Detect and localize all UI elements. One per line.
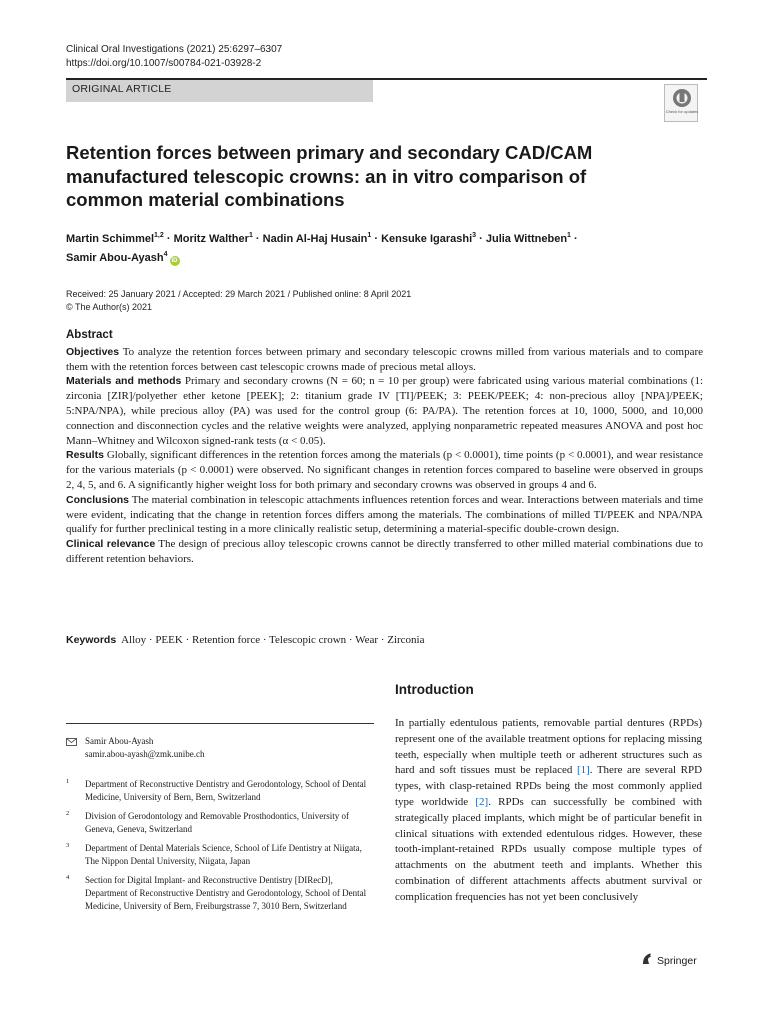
orcid-icon[interactable]: iD [171,258,178,264]
author[interactable]: Samir Abou-Ayash$^4$ [66,251,168,264]
article-type: ORIGINAL ARTICLE [72,83,172,95]
publication-dates [66,288,411,314]
abstract-results: Results Globally, significant differences in the retention forces among the materials (p < 0.0001), time points (p < 0.0001), and wear resistance for the various materials (p < 0.0001) were observed. No significant changes in retention forces compared to baseline were observed in groups 2, 4, 5, and 6. A significantly higher weight loss for both primary and secondary crowns was observed in groups 4 and 6. [66,449,703,491]
introduction-text: In partially edentulous patients, removable partial dentures (RPDs) represent one of the available treatment options for replacing missing teeth, especially when multiple teeth or adherent structures such as hard and soft tissues must be replaced [1]. There are several RPD types, with clasp-retained RPDs being the most commonly applied type worldwide [2]. RPDs can successfully be combined with strategically placed implants, which might be of particular benefit in clinical situations with extended edentulous ridges. However, these tooth-implant-retained RPDs usually compose multiple types of attachments on the abutment teeth and implants. Whether this combination of different attachments affects abutment survival or complication frequencies has not yet been conclusively [395,717,703,903]
journal-header [66,43,282,71]
check-for-updates-label: Check for updates [665,109,699,114]
abstract-clinical-relevance: Clinical relevance The design of precious alloy telescopic crowns cannot be directly transferred to other milled material combinations due to different retention behaviors. [66,538,703,565]
abstract-methods: Materials and methods Primary and secondary crowns (N = 60; n = 10 per group) were fabricated using various material combinations (1: zirconia [ZIR]/polyether ether ketone [PEEK]; 2: titanium grade IV [TI]/PEEK; 3: PEEK/PEEK; 4: non-precious alloy [NPA]/PEEK; 5:NPA/NPA), while precious alloy (PA) was used for the control group (6: PA/PA). The retention forces at 10, 1000, 5000, and 10,000 connection and disconnection cycles and the relative weights were analyzed, applying nonparametric repeated measures ANOVA and post hoc Mann–Whitney and Wilcoxon signed-rank tests (α < 0.05). [66,375,703,447]
keywords-label: Keywords [66,634,117,646]
author-separator: · [166,233,171,245]
author-separator: · [574,233,578,245]
reference-link[interactable]: [2] [475,795,489,808]
footnote-rule [66,723,374,724]
contact-name: Samir Abou-Ayash [85,736,154,746]
author[interactable]: Martin Schimmel$^{1,2}$ [66,232,164,245]
keywords [66,633,424,647]
abstract-conclusions: Conclusions The material combination in telescopic attachments influences retention forces and wear. Interactions between materials and time were evident, indicating that the change in retention forces differs among the materials. The combinations of milled TI/PEEK and NPA/NPA qualify for further preclinical testing in a more clinically realistic setup, determining a material-specific double-crown design. [66,493,703,536]
springer-horse-icon [640,952,654,966]
author[interactable]: Moritz Walther$^1$ [173,232,253,245]
publisher-logo [640,952,697,967]
publisher-name: Springer [657,955,697,967]
author-list [66,230,706,268]
contact-email[interactable]: samir.abou-ayash@zmk.unibe.ch [85,749,205,759]
reference-link[interactable]: [1] [576,764,590,777]
check-for-updates-badge[interactable] [664,84,698,122]
author-separator: · [374,233,378,245]
author-separator: · [255,233,260,245]
abstract [66,328,703,567]
check-for-updates-icon [672,88,692,108]
introduction-heading: Introduction [395,682,474,697]
abstract-heading: Abstract [66,329,113,341]
author[interactable]: Julia Wittneben$^1$ [485,232,571,245]
author-separator: · [479,233,483,245]
author[interactable]: Nadin Al-Haj Husain$^1$ [262,232,372,245]
envelope-icon [66,738,77,746]
author[interactable]: Kensuke Igarashi$^3$ [381,232,477,245]
journal-citation: Clinical Oral Investigations (2021) 25:6297–6307 [66,44,283,55]
dates-line: Received: 25 January 2021 / Accepted: 29 March 2021 / Published online: 8 April 2021 [66,289,412,299]
license-line: © The Author(s) 2021 [66,302,153,312]
abstract-objectives: Objectives To analyze the retention forces between primary and secondary telescopic crowns milled from various materials and to compare them with the retention forces between cast telescopic crowns made of precious metal alloys. [66,345,704,373]
article-title: Retention forces between primary and secondary CAD/CAM manufactured telescopic crowns: an in vitro comparison of common material combinations [66,142,593,210]
keywords-list: Alloy · PEEK · Retention force · Telescopic crown · Wear · Zirconia [121,634,425,646]
doi-link[interactable]: https://doi.org/10.1007/s00784-021-03928-2 [66,58,262,69]
